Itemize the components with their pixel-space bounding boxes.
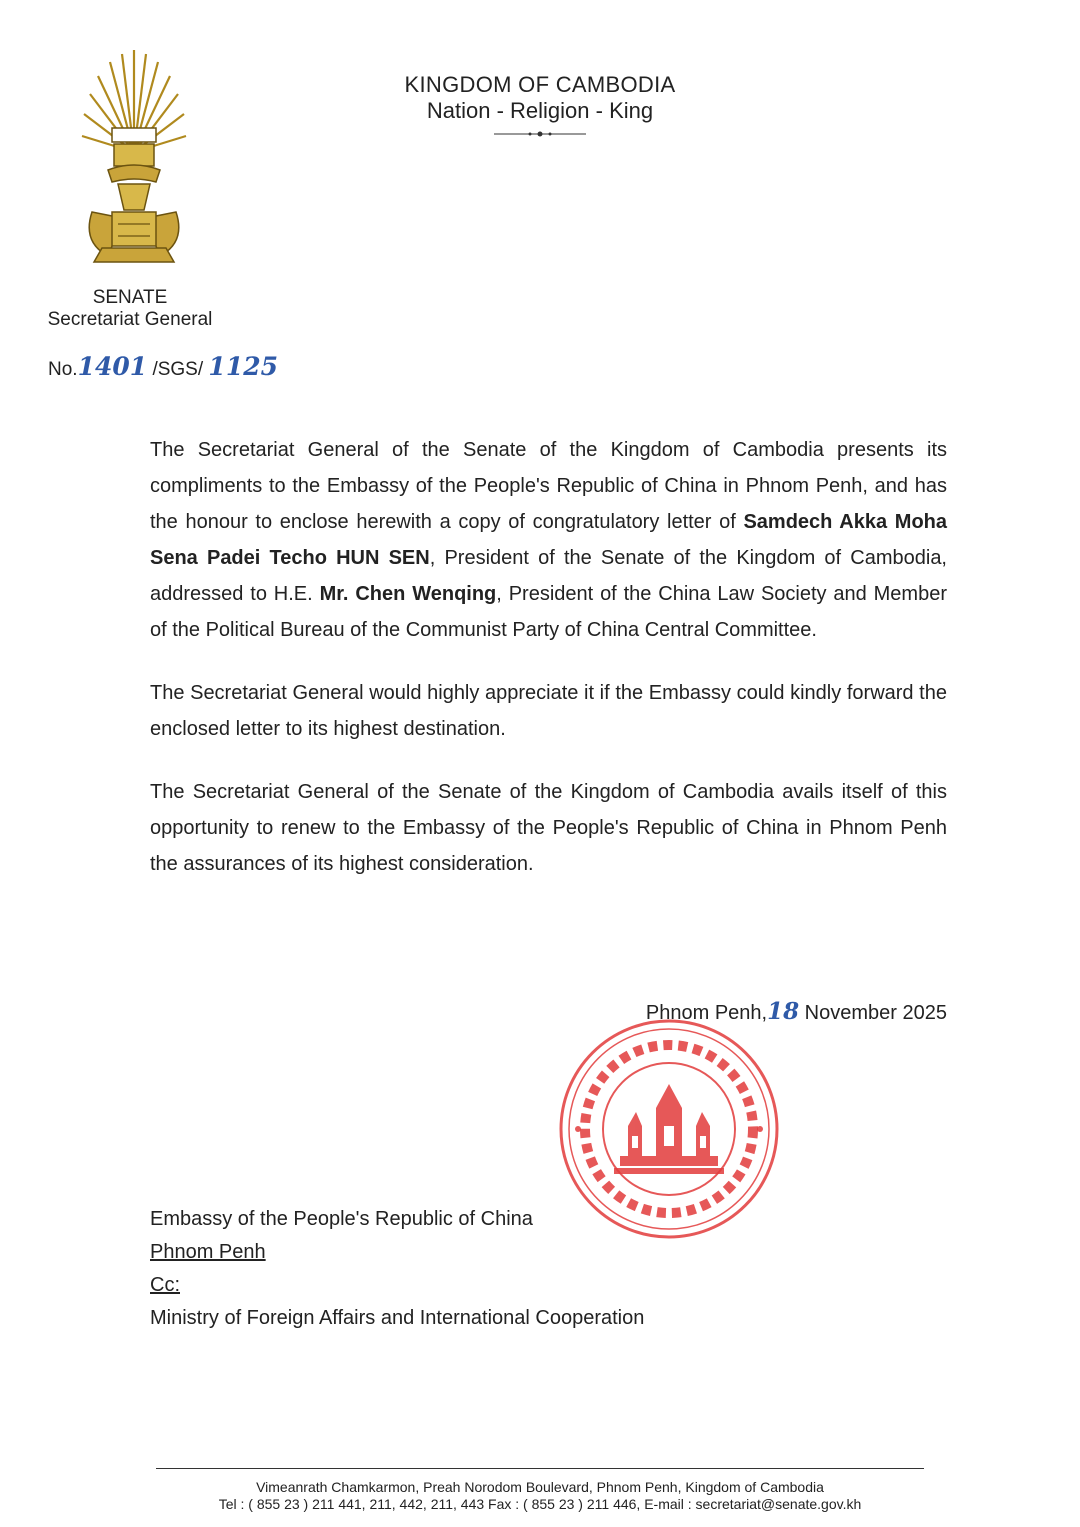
footer-address: Vimeanrath Chamkarmon, Preah Norodom Boulevard, Phnom Penh, Kingdom of Cambodia: [256, 1479, 824, 1495]
reference-number: [48, 352, 278, 381]
institution-name: SENATE: [92, 287, 168, 308]
letterhead-header: [380, 72, 700, 138]
paragraph-1: [150, 432, 947, 648]
dateline-month-year: November 2025: [799, 1002, 947, 1024]
paragraph-1-text-b: , President of the Senate of the Kingdom of Cambodia, addressed to H.E.: [150, 547, 947, 605]
ornament-divider-icon: [492, 130, 588, 138]
addressee-block: [150, 1203, 644, 1335]
president-name: Samdech Akka Moha Sena Padei Techo HUN SEN: [150, 511, 947, 569]
country-name: KINGDOM OF CAMBODIA: [404, 72, 676, 97]
footer-contact: Tel : ( 855 23 ) 211 441, 211, 442, 211, 443 Fax : ( 855 23 ) 211 446, E-mail : secretariat@senate.gov.kh: [218, 1496, 862, 1512]
paragraph-3: The Secretariat General of the Senate of the Kingdom of Cambodia avails itself of this opportunity to renew to the Embassy of the People's Republic of China in Phnom Penh the assurances of its highest consideration.: [150, 781, 947, 875]
addressee-city: Phnom Penh: [150, 1241, 266, 1263]
paragraph-1-text-c: , President of the China Law Society and Member of the Political Bureau of the Communist Party of China Central Committee.: [150, 583, 947, 641]
footer-divider: [156, 1468, 924, 1469]
dateline-place: Phnom Penh,: [645, 1002, 768, 1024]
office-name: Secretariat General: [47, 309, 213, 330]
paragraph-2: The Secretariat General would highly appreciate it if the Embassy could kindly forward the enclosed letter to its highest destination.: [150, 682, 947, 740]
reference-handwritten-number: 1401: [77, 352, 148, 381]
national-motto: Nation - Religion - King: [426, 98, 654, 123]
reference-code: /SGS/: [152, 359, 204, 380]
dateline: [600, 998, 947, 1025]
reference-prefix: No.: [48, 359, 78, 380]
sender-block: [40, 287, 220, 331]
letter-body: [150, 432, 947, 909]
dateline-day: 18: [767, 998, 800, 1025]
addressee-name: Embassy of the People's Republic of China: [150, 1208, 533, 1230]
footer: [150, 1479, 930, 1513]
recipient-name: Mr. Chen Wenqing: [319, 583, 497, 605]
paragraph-1-text-a: The Secretariat General of the Senate of the Kingdom of Cambodia presents its compliments to the Embassy of the People's Republic of China in Phnom Penh, and has the honour to enclose herewith a copy of congratulatory letter of: [150, 439, 947, 533]
cc-label: Cc:: [150, 1274, 180, 1296]
royal-emblem-icon: [78, 42, 190, 270]
cc-recipient: Ministry of Foreign Affairs and International Cooperation: [150, 1307, 645, 1329]
reference-handwritten-suffix: 1125: [208, 352, 279, 381]
